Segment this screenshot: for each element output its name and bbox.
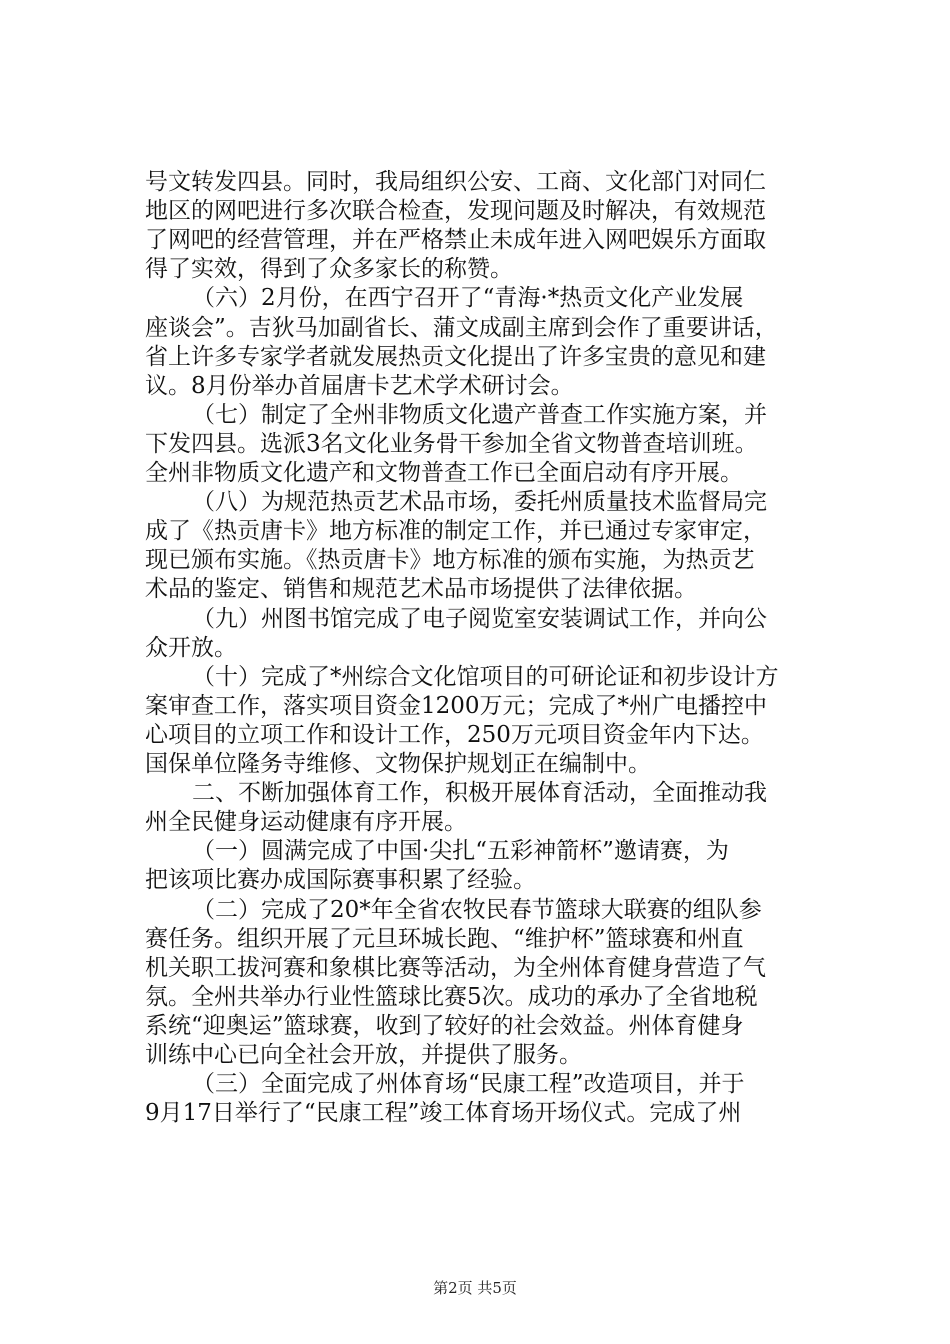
text-line: （七）制定了全州非物质文化遗产普查工作实施方案，并 [192, 401, 767, 428]
text-line: 术品的鉴定、销售和规范艺术品市场提供了法律依据。 [145, 576, 697, 603]
text-line: （六）2月份，在西宁召开了“青海·*热贡文化产业发展 [192, 285, 744, 312]
text-line: 了网吧的经营管理，并在严格禁止未成年进入网吧娱乐方面取 [145, 227, 766, 254]
text-line: 系统“迎奥运”篮球赛，收到了较好的社会效益。州体育健身 [145, 1012, 744, 1039]
text-line: 现已颁布实施。《热贡唐卡》地方标准的颁布实施，为热贡艺 [145, 547, 755, 574]
text-line: 心项目的立项工作和设计工作，250万元项目资金年内下达。 [145, 721, 764, 748]
text-line: 得了实效，得到了众多家长的称赞。 [145, 256, 513, 283]
text-line: 成了《热贡唐卡》地方标准的制定工作，并已通过专家审定， [145, 518, 766, 545]
text-line: 9月17日举行了“民康工程”竣工体育场开场仪式。完成了州 [145, 1100, 742, 1127]
text-line: 氛。全州共举办行业性篮球比赛5次。成功的承办了全省地税 [145, 983, 758, 1010]
text-line: 机关职工拔河赛和象棋比赛等活动，为全州体育健身营造了气 [145, 954, 766, 981]
text-line: 赛任务。组织开展了元旦环城长跑、“维护杯”篮球赛和州直 [145, 925, 744, 952]
text-line: （十）完成了*州综合文化馆项目的可研论证和初步设计方 [192, 663, 779, 690]
text-line: 地区的网吧进行多次联合检查，发现问题及时解决，有效规范 [145, 198, 766, 225]
text-line: 号文转发四县。同时，我局组织公安、工商、文化部门对同仁 [145, 169, 766, 195]
text-line: 下发四县。选派3名文化业务骨干参加全省文物普查培训班。 [145, 430, 758, 457]
text-line: 众开放。 [145, 634, 237, 661]
text-line: 把该项比赛办成国际赛事积累了经验。 [145, 867, 536, 894]
text-line: （八）为规范热贡艺术品市场，委托州质量技术监督局完 [192, 489, 767, 516]
text-line: 议。8月份举办首届唐卡艺术学术研讨会。 [145, 372, 574, 399]
text-line: 国保单位隆务寺维修、文物保护规划正在编制中。 [145, 751, 651, 777]
text-line: 省上许多专家学者就发展热贡文化提出了许多宝贵的意见和建 [145, 343, 766, 370]
text-line: 案审查工作，落实项目资金1200万元；完成了*州广电播控中 [145, 692, 768, 719]
text-line: 座谈会”。吉狄马加副省长、蒲文成副主席到会作了重要讲话， [145, 314, 778, 341]
text-line: 训练中心已向全社会开放，并提供了服务。 [145, 1042, 582, 1068]
page-footer: 第2页 共5页 [433, 1279, 517, 1297]
text-line: （一）圆满完成了中国·尖扎“五彩神箭杯”邀请赛，为 [192, 838, 729, 865]
text-line: （九）州图书馆完成了电子阅览室安装调试工作，并向公 [192, 605, 767, 632]
text-line: 二、不断加强体育工作，积极开展体育活动，全面推动我 [192, 780, 767, 807]
text-line: （三）全面完成了州体育场“民康工程”改造项目，并于 [192, 1071, 745, 1098]
text-line: （二）完成了20*年全省农牧民春节篮球大联赛的组队参 [192, 896, 762, 923]
text-line: 全州非物质文化遗产和文物普查工作已全面启动有序开展。 [145, 460, 743, 486]
text-line: 州全民健身运动健康有序开展。 [145, 809, 467, 836]
